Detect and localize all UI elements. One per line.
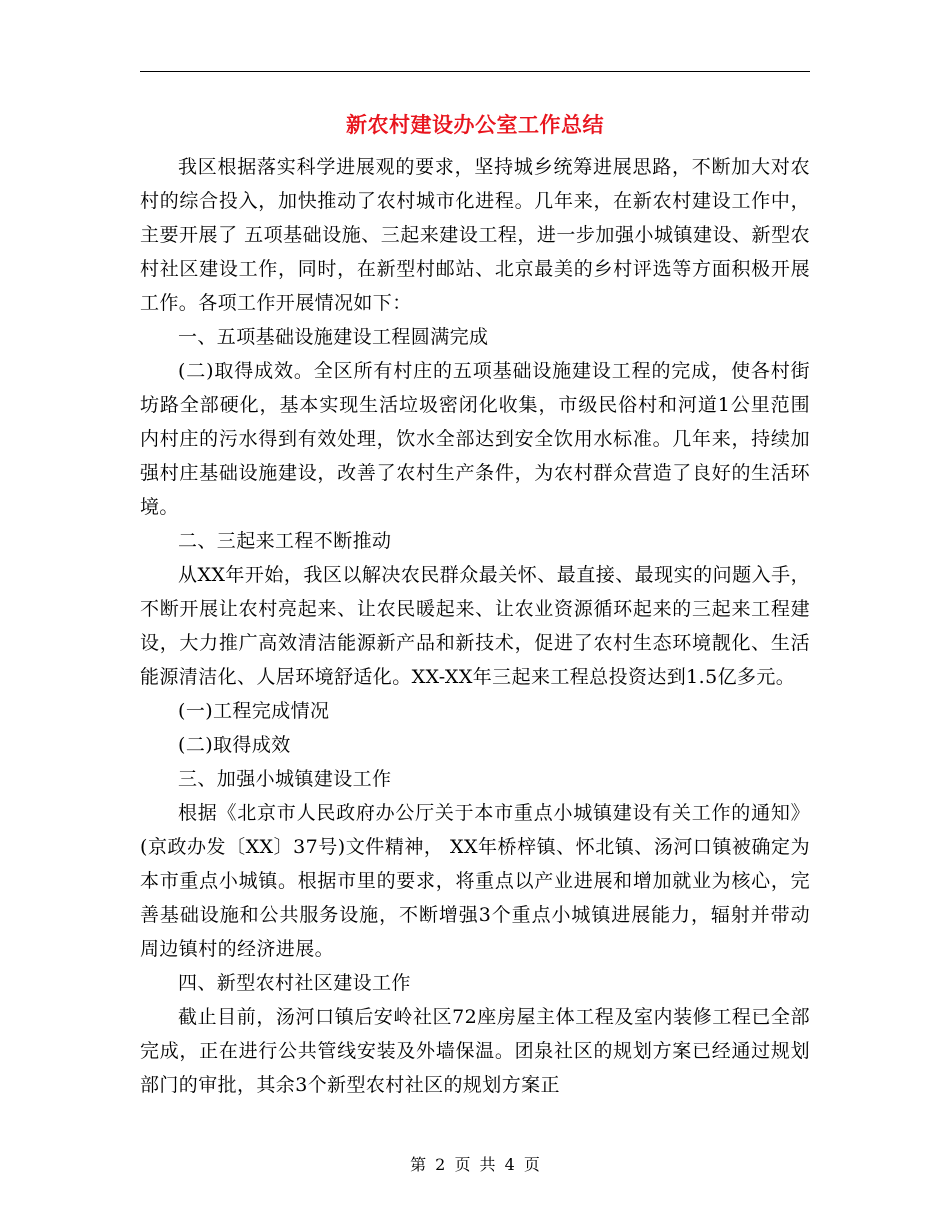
subheading-2-2: (二)取得成效 <box>178 734 291 756</box>
paragraph-section-3: 根据《北京市人民政府办公厅关于本市重点小城镇建设有关工作的通知》(京政办发〔XX〕37号)文件精神， XX年桥梓镇、怀北镇、汤河口镇被确定为本市重点小城镇。根据市里的要求，将重点以产业进展和增加就业为核心，完善基础设施和公共服务设施，不断增强3个重点小城镇进展能力，辐射并带动周边镇村的经济进展。 <box>140 802 810 960</box>
section-heading-2: 二、三起来工程不断推动 <box>178 530 392 552</box>
paragraph-section-2: 从XX年开始，我区以解决农民群众最关怀、最直接、最现实的问题入手，不断开展让农村亮起来、让农民暖起来、让农业资源循环起来的三起来工程建设，大力推广高效清洁能源新产品和新技术，促进了农村生态环境靓化、生活能源清洁化、人居环境舒适化。XX-XX年三起来工程总投资达到1.5亿多元。 <box>140 564 810 688</box>
section-heading-3: 三、加强小城镇建设工作 <box>178 768 392 790</box>
paragraph-section-1-results: (二)取得成效。全区所有村庄的五项基础设施建设工程的完成，使各村街坊路全部硬化，基本实现生活垃圾密闭化收集，市级民俗村和河道1公里范围内村庄的污水得到有效处理，饮水全部达到安全饮用水标准。几年来，持续加强村庄基础设施建设，改善了农村生产条件，为农村群众营造了良好的生活环境。 <box>140 360 810 518</box>
document-title: 新农村建设办公室工作总结 <box>346 112 604 137</box>
header-rule <box>140 71 810 72</box>
subheading-2-1: (一)工程完成情况 <box>178 700 330 722</box>
document-body <box>140 150 810 1102</box>
paragraph-section-4: 截止目前，汤河口镇后安岭社区72座房屋主体工程及室内装修工程已全部完成，正在进行公共管线安装及外墙保温。团泉社区的规划方案已经通过规划部门的审批，其余3个新型农村社区的规划方案正 <box>140 1006 810 1096</box>
section-heading-4: 四、新型农村社区建设工作 <box>178 972 411 994</box>
section-heading-1: 一、五项基础设施建设工程圆满完成 <box>178 326 489 348</box>
page-number-footer: 第 2 页 共 4 页 <box>410 1155 540 1174</box>
paragraph-intro: 我区根据落实科学进展观的要求，坚持城乡统筹进展思路，不断加大对农村的综合投入，加快推动了农村城市化进程。几年来，在新农村建设工作中，主要开展了 五项基础设施、三起来建设工程，进一步加强小城镇建设、新型农村社区建设工作，同时，在新型村邮站、北京最美的乡村评选等方面积极开展工作。各项工作开展情况如下： <box>140 156 810 314</box>
